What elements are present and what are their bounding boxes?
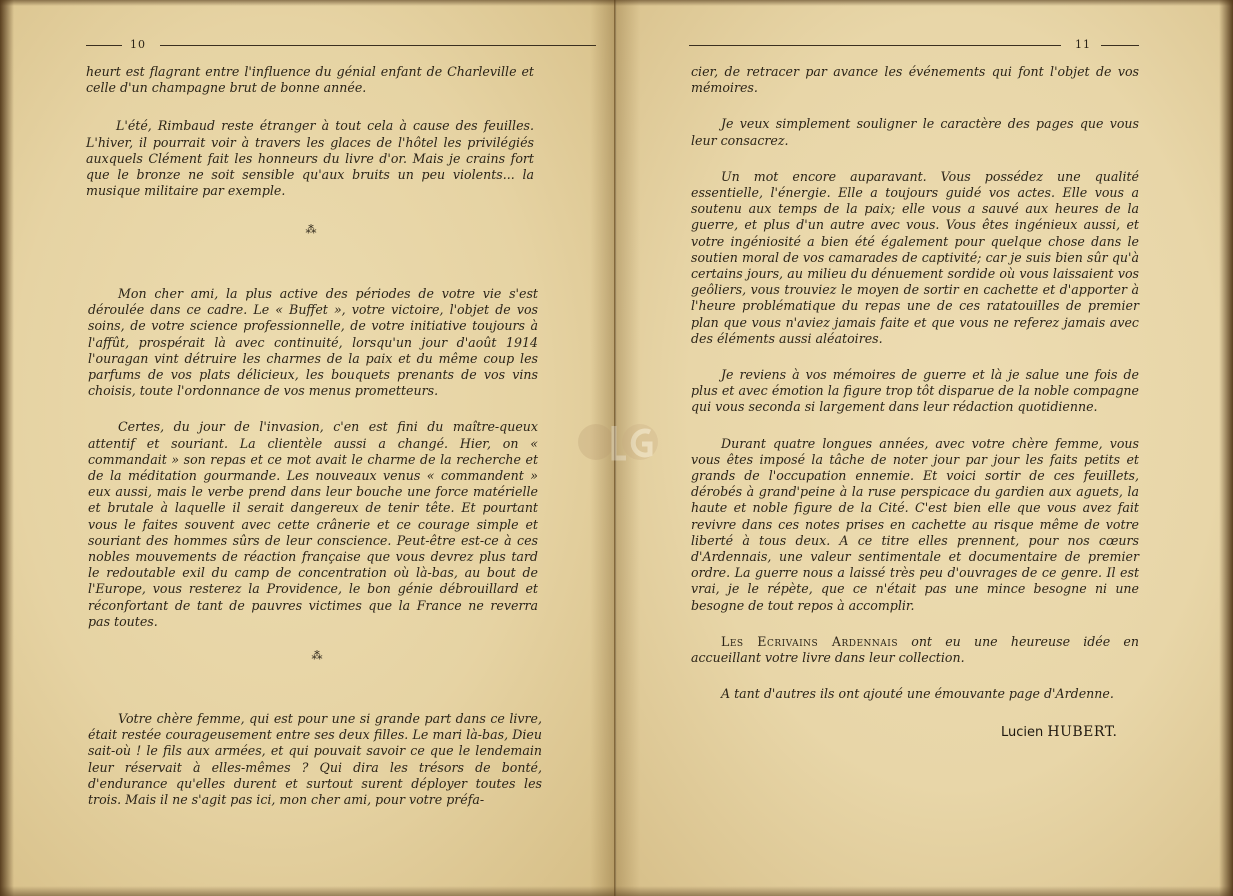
paragraph: heurt est flagrant entre l'influence du génial enfant de Charleville et celle d'un champagne brut de bonne année. xyxy=(86,64,534,96)
collection-name: Les Ecrivains Ardennais xyxy=(721,633,899,649)
collection-text: ont eu une heureuse idée en accueillant votre livre dans leur collection. xyxy=(691,633,1139,666)
section-break-ornament: ⁂ xyxy=(305,223,317,236)
page-number: 10 xyxy=(130,38,146,51)
right-page xyxy=(615,0,1233,896)
left-text-top xyxy=(86,64,534,199)
paragraph: Je veux simplement souligner le caractère des pages que vous leur consacrez. xyxy=(691,116,1139,148)
left-page xyxy=(0,0,615,896)
left-running-head xyxy=(86,38,598,52)
left-text-bottom xyxy=(88,711,542,808)
paragraph: Je reviens à vos mémoires de guerre et là je salue une fois de plus et avec émotion la figure trop tôt disparue de la noble compagne qui vous seconda si largement dans leur rédaction quotidienne. xyxy=(691,367,1139,415)
signature-last-name: HUBERT. xyxy=(1047,724,1118,740)
header-rule xyxy=(1101,45,1139,46)
closing-line: A tant d'autres ils ont ajouté une émouvante page d'Ardenne. xyxy=(721,686,1114,702)
header-rule xyxy=(689,45,1061,46)
paragraph: Votre chère femme, qui est pour une si grande part dans ce livre, était restée courageusement entre ses deux filles. Le mari là-bas, Dieu sait-où ! le fils aux armées, et qui pouvait savoir ce que le lendemain leur réservait à elles-mêmes ? Qui dira les trésors de bonté, d'endurance qu'elles durent et surtout surent déployer toutes les trois. Mais il ne s'agit pas ici, mon cher ami, pour votre préfa- xyxy=(88,711,542,808)
paragraph: Durant quatre longues années, avec votre chère femme, vous vous êtes imposé la tâche de noter jour par jour les faits petits et grands de l'occupation ennemie. Et voici sortir de ces feuillets, dérobés à grand'peine à la ruse perspicace du gardien aux aguets, la haute et noble figure de la Cité. C'est bien elle que vous avez fait revivre dans ces notes prises en cachette au risque même de votre liberté à tous deux. A ce titre elles prennent, pour nos cœurs d'Ardennais, une valeur sentimentale et documentaire de premier ordre. La guerre nous a laissé très peu d'ouvrages de ce genre. Il est vrai, je le répète, que ce n'était pas une mince besogne ni une besogne de tout repos à accomplir. xyxy=(691,435,1139,613)
paragraph: Mon cher ami, la plus active des périodes de votre vie s'est déroulée dans ce cadre. Le « Buffet », votre victoire, l'objet de vos soins, de votre science professionnelle, de votre initiative toujours à l'affût, prospérait là avec continuité, lorsqu'un jour d'août 1914 l'ouragan vint détruire les charmes de la paix et du même coup les parfums de vos plats délicieux, les bouquets prenants de vos vins choisis, toute l'ordonnance de vos menus prometteurs. xyxy=(88,286,538,399)
header-rule xyxy=(86,45,122,46)
paragraph: L'été, Rimbaud reste étranger à tout cela à cause des feuilles. L'hiver, il pourrait voir à travers les glaces de l'hôtel les privilégiés auxquels Clément fait les honneurs du livre d'or. Mais je crains fort que le bronze ne soit sensible qu'aux bruits un peu violents... la musique militaire par exemple. xyxy=(86,118,534,199)
paragraph: Un mot encore auparavant. Vous possédez une qualité essentielle, l'énergie. Elle a toujours guidé vos actes. Elle vous a soutenu aux temps de la paix; elle vous a sauvé aux heures de la guerre, et plus d'un autre avec vous. Vous êtes ingénieux aussi, et votre ingéniosité a bien été également pour quelque chose dans le soutien moral de vos camarades de captivité; car je suis bien sûr qu'à certains jours, au milieu du dénuement sordide où vous laissaient vos geôliers, vous trouviez le moyen de sortir en cachette et d'apporter à l'heure problématique du repas une de ces ratatouilles de premier plan que vous n'aviez jamais faite et que vous ne referez jamais avec des éléments aussi aléatoires. xyxy=(691,168,1139,346)
page-number: 11 xyxy=(1075,38,1091,51)
paragraph: cier, de retracer par avance les événements qui font l'objet de vos mémoires. xyxy=(691,64,1139,96)
header-rule xyxy=(160,45,596,46)
signature-first-name: Lucien xyxy=(1001,725,1044,740)
section-break-ornament: ⁂ xyxy=(311,649,323,662)
signature xyxy=(1001,724,1117,740)
right-running-head xyxy=(689,38,1139,52)
paragraph-collection xyxy=(691,634,1139,666)
left-text-middle xyxy=(88,286,538,630)
paragraph: Certes, du jour de l'invasion, c'en est fini du maître-queux attentif et souriant. La clientèle aussi a changé. Hier, on « commandait » son repas et ce mot avait le charme de la recherche et de la méditation gourmande. Les nouveaux venus « commandent » eux aussi, mais le verbe prend dans leur bouche une force matérielle et brutale à laquelle il serait dangereux de tenir tête. Et pourtant vous le faites souvent avec cette crânerie et ce courage simple et souriant des hommes sûrs de leur conscience. Peut-être est-ce à ces nobles mouvements de réaction française que vous devrez plus tard le redoutable exil du camp de concentration où là-bas, au bout de l'Europe, vous resterez la Providence, le bon génie débrouillard et réconfortant de tant de pauvres victimes que la France ne reverra pas toutes. xyxy=(88,419,538,629)
right-text xyxy=(691,64,1139,703)
